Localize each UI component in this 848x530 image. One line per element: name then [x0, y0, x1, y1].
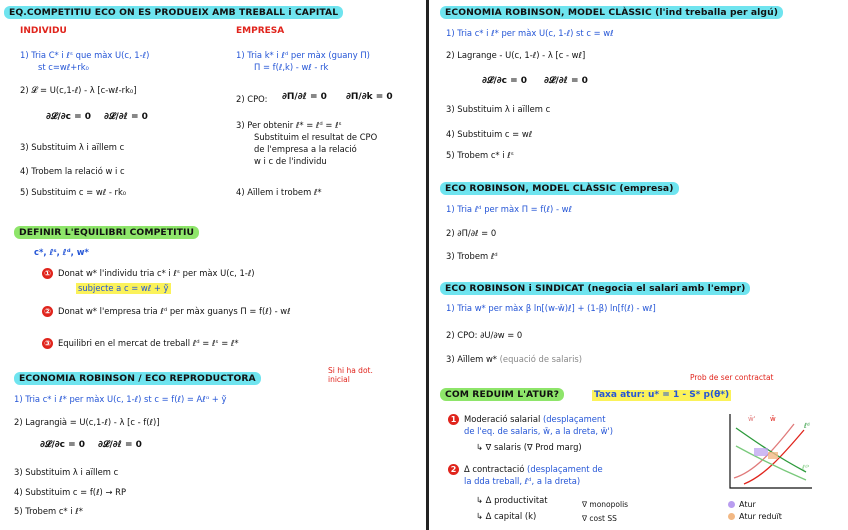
classic-step4: 4) Substituim c = wℓ [446, 129, 533, 139]
individu-step1-constraint: st c=wℓ+rk₀ [38, 62, 89, 72]
label-wage: w̄ [770, 415, 776, 423]
empresa-step3c: de l'empresa a la relació [254, 144, 357, 154]
empresa-step1: 1) Tria k* i ℓᵈ per màx (guany Π) [236, 50, 370, 60]
legend-unemployment: Atur [728, 500, 756, 509]
firm-step3: 3) Trobem ℓᵈ [446, 251, 498, 261]
individu-step4: 4) Trobem la relació w i c [20, 166, 125, 176]
robinson-step4: 4) Substituim c = f(ℓ) → RP [14, 487, 127, 497]
robinson-step3: 3) Substituim λ i aïllem c [14, 467, 119, 477]
empresa-step1-profit: Π = f(ℓ,k) - wℓ - rk [254, 62, 329, 72]
eq-condition-1-constraint: subjecte a c = wℓ + ỹ [78, 283, 169, 293]
union-step1: 1) Tria w* per màx β ln[(w-w̄)ℓ] + (1-β) ln[f(ℓ) - wℓ] [446, 303, 656, 313]
policy-2-effect-capital: ↳ Δ capital (k) [476, 511, 537, 521]
legend-swatch-reduced-unemployment [728, 513, 735, 520]
robinson-step2: 2) Lagrangià = U(c,1-ℓ) - λ [c - f(ℓ)] [14, 417, 160, 427]
number-3-badge: ③ [42, 338, 53, 349]
robinson-foc-c: ∂𝓛/∂c = 0 [40, 440, 86, 450]
classic-foc-l: ∂𝓛/∂ℓ = 0 [544, 76, 588, 86]
empresa-step3: 3) Per obtenir ℓ* = ℓᵈ = ℓˢ [236, 120, 342, 130]
number-2-badge: 2 [448, 464, 459, 475]
policy-2-ss-cost: ∇ cost SS [582, 514, 617, 523]
legend-swatch-unemployment [728, 501, 735, 508]
classic-foc-c: ∂𝓛/∂c = 0 [482, 76, 528, 86]
robinson-foc-l: ∂𝓛/∂ℓ = 0 [98, 440, 142, 450]
section-title-competitive-eq: EQ.COMPETITIU ECO ON ES PRODUEIX AMB TREBALL i CAPITAL [4, 6, 343, 19]
section-title-robinson-classic: ECONOMIA ROBINSON, MODEL CLÀSSIC (l'ind treballa per algú) [440, 6, 783, 19]
individu-step3: 3) Substituim λ i aïllem c [20, 142, 125, 152]
initial-endowment-note: Si hi ha dot. inicial [328, 366, 373, 384]
empresa-heading: EMPRESA [236, 26, 285, 36]
individu-step1: 1) Tria C* i ℓˢ que màx U(c, 1-ℓ) [20, 50, 150, 60]
policy-1-effect: ↳ ∇ salaris (∇ Prod marg) [476, 442, 582, 452]
policy-2-detail: la dda treball, ℓᵈ, a la dreta) [464, 476, 581, 486]
robinson-step1: 1) Tria c* i ℓ* per màx U(c, 1-ℓ) st c = f(ℓ) = Aℓᵅ + ỹ [14, 394, 227, 404]
firm-step2: 2) ∂Π/∂ℓ = 0 [446, 228, 497, 238]
section-title-robinson-reproductora: ECONOMIA ROBINSON / ECO REPRODUCTORA [14, 372, 261, 385]
number-1-badge: ① [42, 268, 53, 279]
empresa-step3b: Substituim el resultat de CPO [254, 132, 378, 142]
policy-1: 1 Moderació salarial (desplaçament [448, 414, 605, 425]
column-divider [426, 0, 429, 530]
reduced-unemployment-area [768, 452, 778, 459]
policy-1-detail: de l'eq. de salaris, w̄, a la dreta, w̄') [464, 426, 614, 436]
empresa-step3d: w i c de l'individu [254, 156, 327, 166]
section-title-classic-firm: ECO ROBINSON, MODEL CLÀSSIC (empresa) [440, 182, 679, 195]
empresa-step2: 2) CPO: [236, 94, 268, 104]
label-wage-new: w̄' [748, 415, 756, 423]
empresa-step4: 4) Aïllem i trobem ℓ* [236, 187, 322, 197]
empresa-foc-k: ∂Π/∂k = 0 [346, 92, 393, 102]
union-step2: 2) CPO: ∂U/∂w = 0 [446, 330, 523, 340]
section-title-define-eq: DEFINIR L'EQUILIBRI COMPETITIU [14, 226, 199, 239]
policy-2-effect-productivity: ↳ Δ productivitat [476, 495, 548, 505]
policy-2: 2 Δ contractació (desplaçament de [448, 464, 603, 475]
classic-step2: 2) Lagrange - U(c, 1-ℓ) - λ [c - wℓ] [446, 50, 586, 60]
eq-variables: c*, ℓˢ, ℓᵈ, w* [34, 247, 89, 257]
classic-step5: 5) Trobem c* i ℓˢ [446, 150, 514, 160]
individu-foc-c: ∂𝓛/∂c = 0 [46, 112, 92, 122]
number-2-badge: ② [42, 306, 53, 317]
unemployment-rate-formula: Taxa atur: u* = 1 - S* p(θ*) [594, 390, 730, 400]
legend-reduced-unemployment: Atur reduït [728, 512, 782, 521]
number-1-badge: 1 [448, 414, 459, 425]
eq-condition-2: ② Donat w* l'empresa tria ℓᵈ per màx guanys Π = f(ℓ) - wℓ [42, 306, 291, 317]
individu-step5: 5) Substituim c = wℓ - rk₀ [20, 187, 127, 197]
unemployment-area [754, 448, 768, 456]
section-title-reduce-unemployment: COM REDUIM L'ATUR? [440, 388, 564, 401]
firm-step1: 1) Tria ℓᵈ per màx Π = f(ℓ) - wℓ [446, 204, 572, 214]
label-labour-demand-new: ℓᵈ' [802, 464, 810, 472]
union-step3: 3) Aïllem w* (equació de salaris) [446, 354, 583, 364]
individu-foc-l: ∂𝓛/∂ℓ = 0 [104, 112, 148, 122]
classic-step3: 3) Substituim λ i aïllem c [446, 104, 551, 114]
classic-step1: 1) Tria c* i ℓ* per màx U(c, 1-ℓ) st c = wℓ [446, 28, 614, 38]
eq-condition-3: ③ Equilibri en el mercat de treball ℓᵈ = ℓˢ = ℓ* [42, 338, 239, 349]
label-labour-demand: ℓᵈ [804, 422, 810, 430]
hiring-probability-note: Prob de ser contractat [690, 373, 774, 382]
labour-market-diagram [724, 412, 814, 492]
eq-condition-1: ① Donat w* l'individu tria c* i ℓˢ per màx U(c, 1-ℓ) [42, 268, 255, 279]
empresa-foc-l: ∂Π/∂ℓ = 0 [282, 92, 327, 102]
individu-step2: 2) 𝓛 = U(c,1-ℓ) - λ [c-wℓ-rk₀] [20, 85, 137, 95]
section-title-union: ECO ROBINSON i SINDICAT (negocia el salari amb l'empr) [440, 282, 750, 295]
robinson-step5: 5) Trobem c* i ℓ* [14, 506, 83, 516]
individu-heading: INDIVIDU [20, 26, 67, 36]
policy-2-monopolies: ∇ monopolis [582, 500, 629, 509]
